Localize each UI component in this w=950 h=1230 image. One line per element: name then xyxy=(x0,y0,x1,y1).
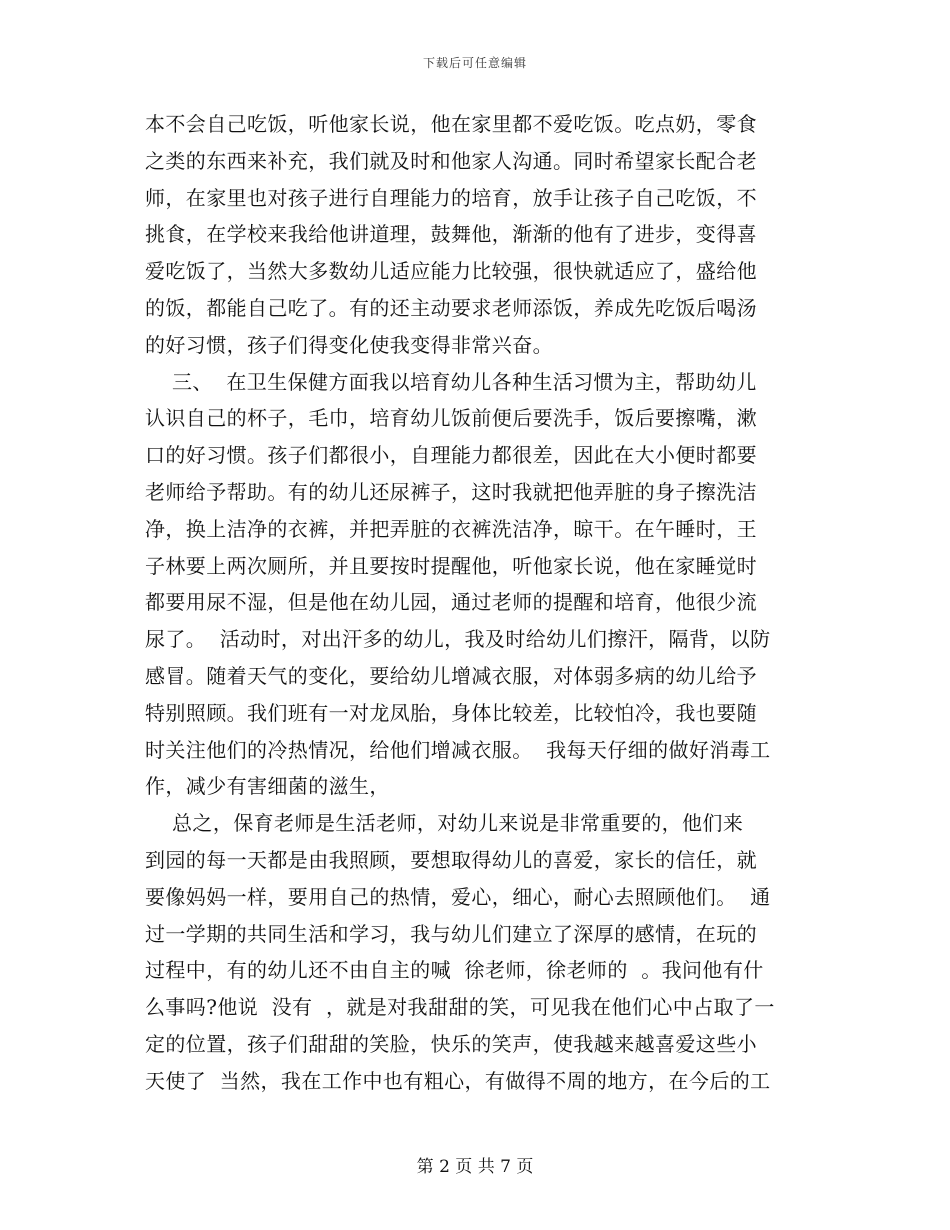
text-line: 都要用尿不湿，但是他在幼儿园，通过老师的提醒和培育，他很少流 xyxy=(145,590,757,615)
text-line: 尿了。 活动时，对出汗多的幼儿，我及时给幼儿们擦汗，隔背，以防 xyxy=(145,627,771,652)
text-line: 定的位置，孩子们甜甜的笑脸，快乐的笑声，使我越来越喜爱这些小 xyxy=(145,1031,757,1056)
text-line: 时关注他们的冷热情况，给他们增减衣服。 我每天仔细的做好消毒工 xyxy=(145,737,771,762)
text-line: 师，在家里也对孩子进行自理能力的培育，放手让孩子自己吃饭，不 xyxy=(145,185,757,210)
text-line: 三、 在卫生保健方面我以培育幼儿各种生活习惯为主，帮助幼儿 xyxy=(145,369,757,394)
text-line: 特别照顾。我们班有一对龙凤胎，身体比较差，比较怕冷，我也要随 xyxy=(145,700,757,725)
text-line: 么事吗?他说 没有 ，就是对我甜甜的笑，可见我在他们心中占取了一 xyxy=(145,995,775,1020)
text-line: 子林要上两次厕所，并且要按时提醒他，听他家长说，他在家睡觉时 xyxy=(145,553,757,578)
text-line: 本不会自己吃饭，听他家长说，他在家里都不爱吃饭。吃点奶，零食 xyxy=(145,112,757,136)
page-number: 第 2 页 共 7 页 xyxy=(416,1157,534,1177)
text-line: 的饭，都能自己吃了。有的还主动要求老师添饭，养成先吃饭后喝汤 xyxy=(145,295,757,320)
text-line: 总之，保育老师是生活老师，对幼儿来说是非常重要的，他们来 xyxy=(145,811,744,836)
text-line: 要像妈妈一样，要用自己的热情，爱心，细心，耐心去照顾他们。 通 xyxy=(145,884,771,909)
text-line: 口的好习惯。孩子们都很小，自理能力都很差，因此在大小便时都要 xyxy=(145,443,757,468)
text-line: 老师给予帮助。有的幼儿还尿裤子，这时我就把他弄脏的身子擦洗洁 xyxy=(145,479,757,504)
text-line: 感冒。随着天气的变化，要给幼儿增减衣服，对体弱多病的幼儿给予 xyxy=(145,663,757,688)
header-note: 下载后可任意编辑 xyxy=(422,56,527,70)
text-line: 天使了 当然，我在工作中也有粗心，有做得不周的地方，在今后的工 xyxy=(145,1068,771,1093)
text-line: 爱吃饭了，当然大多数幼儿适应能力比较强，很快就适应了，盛给他 xyxy=(145,259,757,284)
text-line: 之类的东西来补充，我们就及时和他家人沟通。同时希望家长配合老 xyxy=(145,148,757,173)
text-line: 过一学期的共同生活和学习，我与幼儿们建立了深厚的感情，在玩的 xyxy=(145,921,757,946)
text-line: 净，换上洁净的衣裤，并把弄脏的衣裤洗洁净，晾干。在午睡时，王 xyxy=(145,516,757,541)
text-line: 过程中，有的幼儿还不由自主的喊 徐老师，徐老师的 。我问他有什 xyxy=(145,958,764,983)
text-line: 的好习惯，孩子们得变化使我变得非常兴奋。 xyxy=(145,332,553,357)
text-line: 挑食，在学校来我给他讲道理，鼓舞他，渐渐的他有了进步，变得喜 xyxy=(145,222,757,247)
text-line: 认识自己的杯子，毛巾，培育幼儿饭前便后要洗手，饭后要擦嘴，漱 xyxy=(145,406,757,431)
text-line: 作，减少有害细菌的滋生， xyxy=(145,774,390,799)
text-line: 到园的每一天都是由我照顾，要想取得幼儿的喜爱，家长的信任，就 xyxy=(145,847,757,872)
document-body xyxy=(145,106,785,1100)
